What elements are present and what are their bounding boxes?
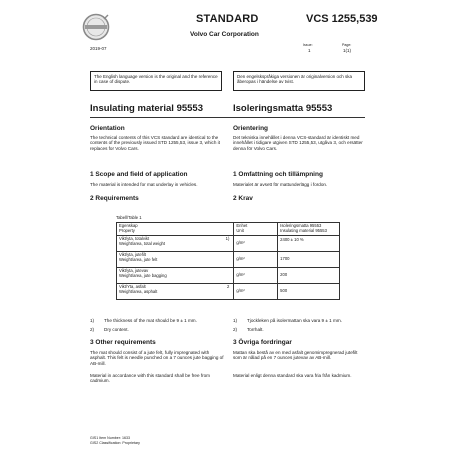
note2-num-sv: 2)	[233, 327, 238, 332]
row-note: 2	[227, 284, 230, 289]
row-property	[117, 268, 234, 284]
orientation-heading-sv: Orientering	[233, 125, 269, 132]
row-property-sv: Vikt/yta, totalvikt	[119, 236, 150, 241]
header-unit-en: Unit	[236, 227, 244, 233]
orientation-text-sv: Det tekniska innehållet i denna VCS-standard är identiskt med innehållet i tidigare utgiven STD 1255,53, utgåva 3, och ersätter denna för Volvo Cars.	[233, 135, 363, 151]
header-material-en: Insulating material 95553	[280, 227, 327, 233]
page-label: Page:	[342, 43, 352, 47]
scope-text-sv: Materialet är avsett för mattunderlägg i fordon.	[233, 182, 328, 187]
title-en: Insulating material 95553	[90, 103, 203, 114]
header-property-sv: Egenskap	[119, 223, 138, 228]
note1-text-sv: Tjockleken på isolermattan ska vara 9 ± 1 mm.	[247, 318, 342, 323]
row-property-en: Weight/area, asphalt	[119, 288, 158, 294]
issue-date: 2019-07	[90, 46, 107, 51]
table-row	[117, 268, 340, 284]
header-material-sv: Isoleringsmatta 95553	[280, 223, 322, 228]
row-unit: g/m²	[234, 284, 278, 300]
row-property	[117, 252, 234, 268]
page-value: 1(1)	[343, 48, 352, 53]
table-caption: Tabell/Table 1	[116, 215, 142, 220]
issue-label: Issue:	[303, 43, 313, 47]
row-property-sv: Vikt/yta, jutefilt	[119, 252, 146, 257]
table-row	[117, 236, 340, 252]
note2-text-sv: Torrhalt.	[247, 327, 264, 332]
scope-heading-en: 1 Scope and field of application	[90, 171, 188, 178]
table-row	[117, 284, 340, 300]
header-unit-sv: Enhet	[236, 223, 248, 228]
requirements-heading-sv: 2 Krav	[233, 195, 253, 202]
scope-text-en: The material is intended for mat underlay in vehicles.	[90, 182, 198, 187]
notice-en: The English language version is the original and the reference in case of dispute.	[90, 71, 222, 91]
header-property-en: Property	[119, 227, 135, 233]
note1-text-en: The thickness of the mat should be 9 ± 1 mm.	[104, 318, 197, 323]
note2-text-en: Dry content.	[104, 327, 129, 332]
row-value: 200	[278, 268, 340, 284]
note1-num-sv: 1)	[233, 318, 238, 323]
note2-num-en: 2)	[90, 327, 95, 332]
row-value: 1700	[278, 252, 340, 268]
header-property	[117, 223, 234, 236]
row-note: 1)	[225, 236, 230, 241]
orientation-text-en: The technical contents of this VCS standard are identical to the contents of the previously issued STD 1255,53, issue 3, which it replaces for Volvo Cars.	[90, 135, 220, 151]
note1-num-en: 1)	[90, 318, 95, 323]
row-property-sv: Vikt/Yta, asfalt	[119, 284, 146, 289]
issue-value: 1	[308, 48, 311, 53]
volvo-logo	[82, 13, 110, 41]
requirements-table	[116, 222, 340, 300]
header-unit	[234, 223, 278, 236]
orientation-heading-en: Orientation	[90, 125, 125, 132]
header-material	[278, 223, 340, 236]
table-header-row	[117, 223, 340, 236]
footer-item-number: GIS1 Item Number: 1633	[90, 436, 130, 440]
row-unit: g/m²	[234, 236, 278, 252]
row-unit: g/m²	[234, 252, 278, 268]
row-unit: g/m²	[234, 268, 278, 284]
other-text-en-2: Material in accordance with this standard shall be free from cadmium.	[90, 373, 211, 384]
row-value: 2400 ± 10 %	[278, 236, 340, 252]
title-sv: Isoleringsmatta 95553	[233, 103, 333, 114]
other-heading-sv: 3 Övriga fordringar	[233, 339, 292, 346]
table-row	[117, 252, 340, 268]
title-divider	[90, 117, 365, 118]
row-property	[117, 284, 234, 300]
standard-code: VCS 1255,539	[306, 13, 378, 25]
other-text-sv-2: Material enligt denna standard ska vara fria från kadmium.	[233, 373, 352, 378]
row-value: 500	[278, 284, 340, 300]
row-property-en: Weight/area, jute felt	[119, 256, 158, 262]
row-property-sv: Vikt/yta, jutevav	[119, 268, 149, 273]
footer-classification: GIS2 Classification: Proprietary	[90, 441, 140, 445]
other-heading-en: 3 Other requirements	[90, 339, 156, 346]
standard-label: STANDARD	[196, 13, 259, 25]
organization-name: Volvo Car Corporation	[190, 31, 259, 38]
row-property	[117, 236, 234, 252]
requirements-heading-en: 2 Requirements	[90, 195, 139, 202]
notice-sv: Den engelskspråkiga versionen är originalversion och ska åberopas i händelse av tvist.	[233, 71, 365, 91]
scope-heading-sv: 1 Omfattning och tillämpning	[233, 171, 323, 178]
row-property-en: Weight/area, jute bagging	[119, 272, 167, 278]
row-property-en: Weight/area, total weight	[119, 240, 166, 246]
other-text-sv-1: Mattan ska bestå av en med asfalt genomimpregnerad jutefilt som är nålad på en 7 ounces jutevav av AB-mill.	[233, 350, 358, 361]
other-text-en-1: The mat should consist of a jute felt, fully impregnated with asphalt. This felt is needle punched on a 7 ounces jute bagging of AB-mill.	[90, 350, 224, 366]
